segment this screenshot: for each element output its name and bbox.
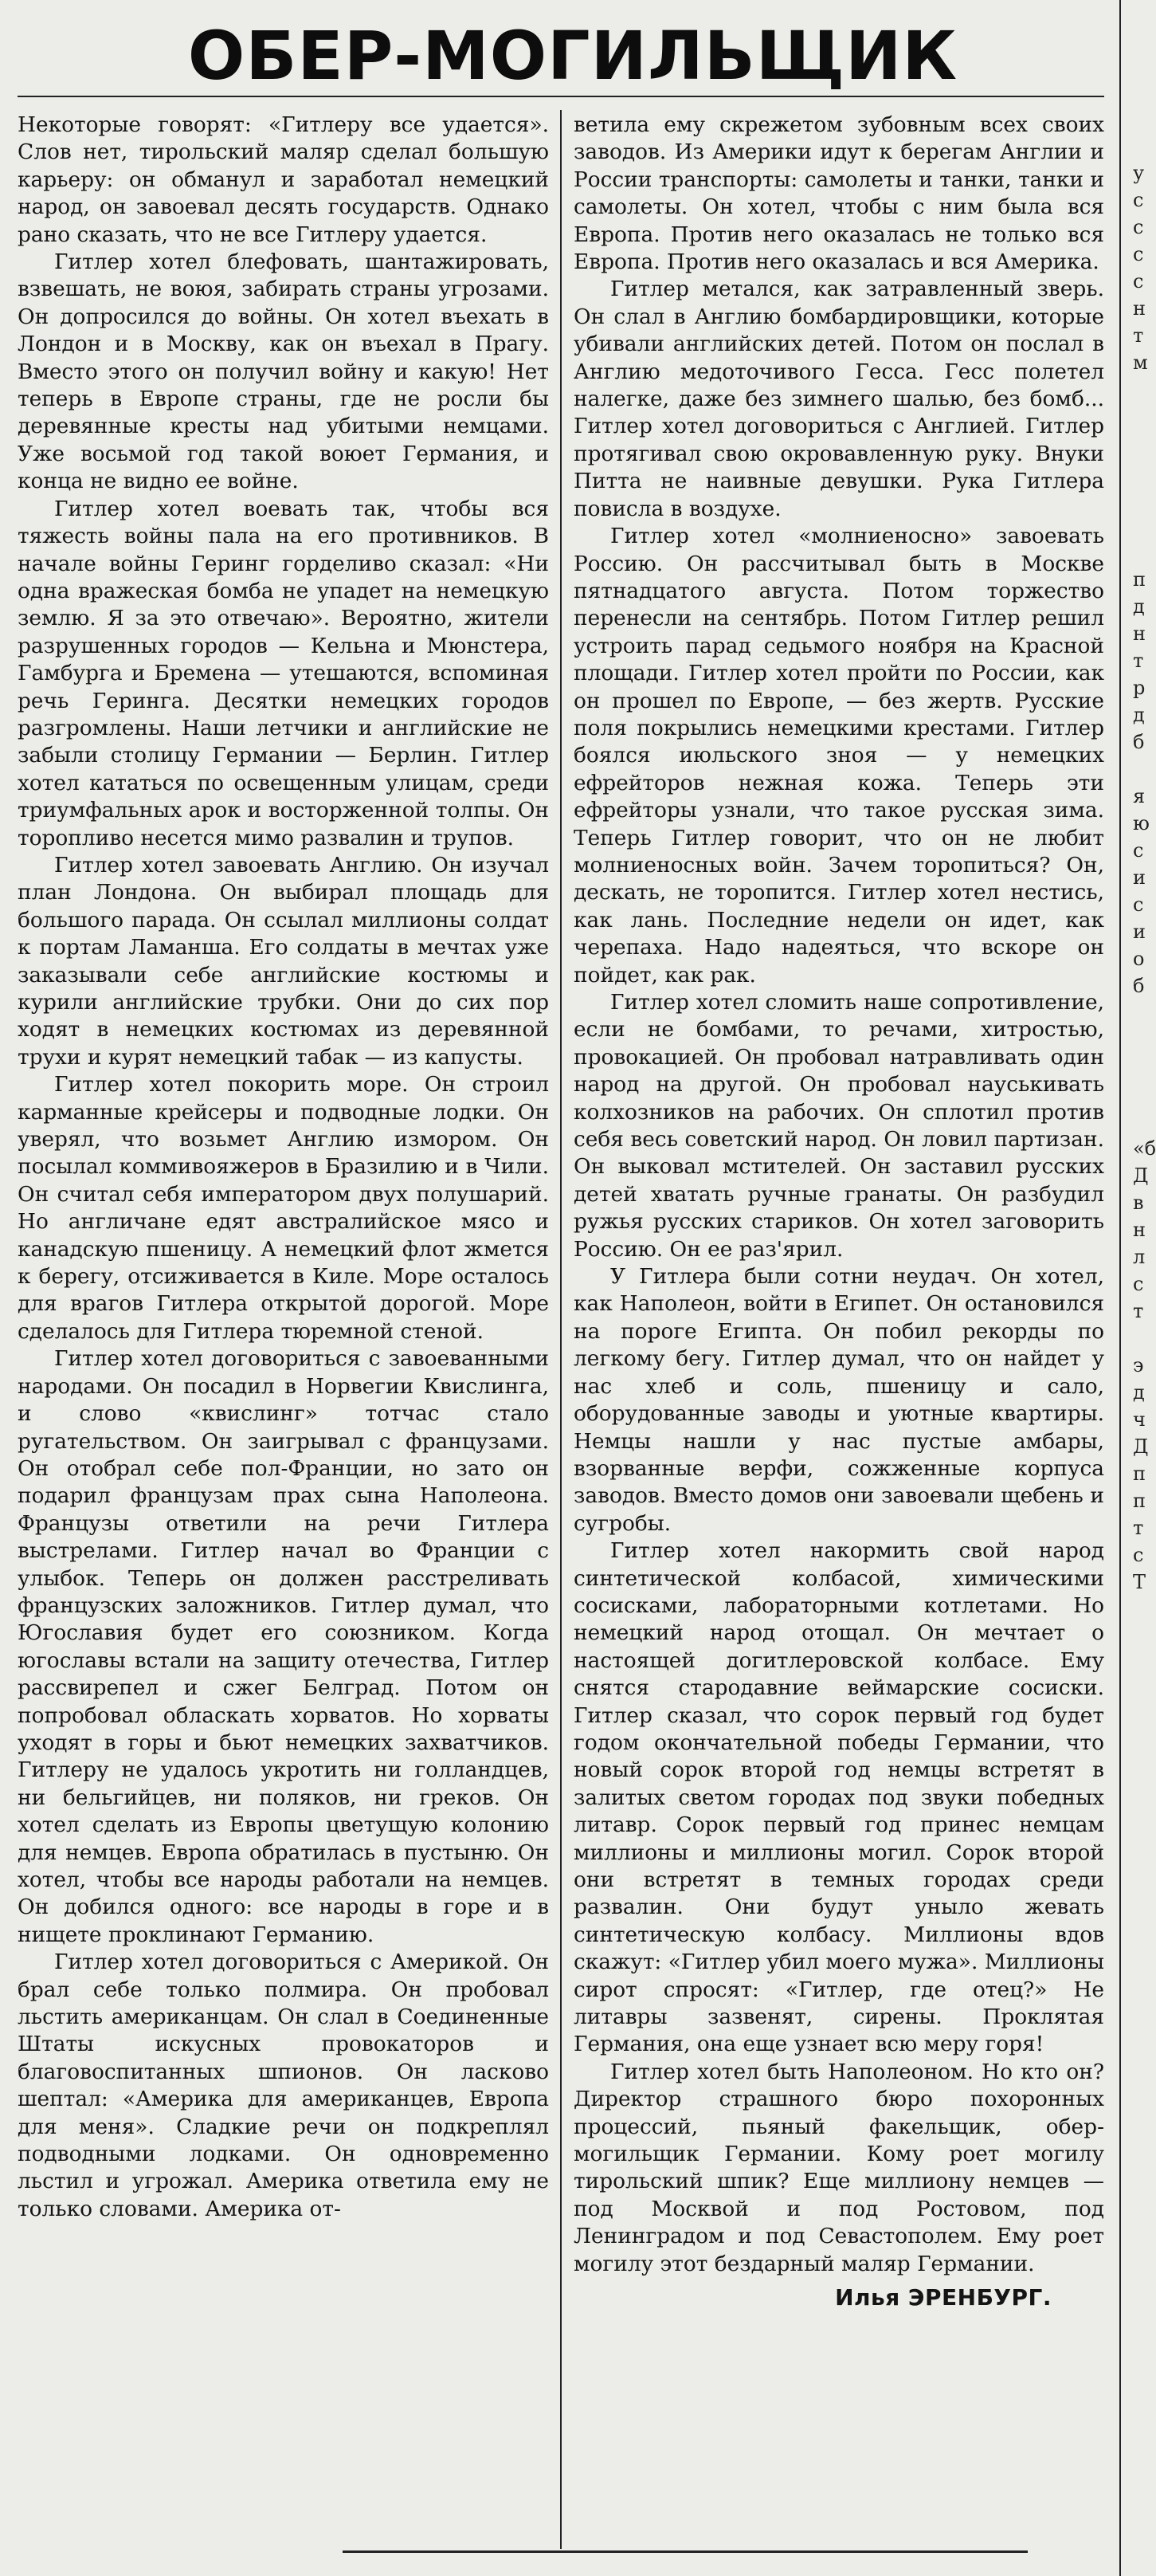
edge-letter: н: [1133, 297, 1146, 320]
edge-letter: [1133, 485, 1146, 512]
edge-letter: д: [1133, 704, 1145, 726]
adjacent-column-fragment: [1133, 159, 1156, 1596]
edge-letter: «б: [1133, 1137, 1156, 1160]
edge-letter: [1133, 457, 1146, 485]
paragraph: Гитлер хотел сломить наше сопротивление, если не бомбами, то речами, хитростью, провокацией. Он пробовал натравливать один народ на другой. Он пробовал науськивать колхозников на рабочих. Он сплотил против себя весь советский народ. Он ловил партизан. Он выковал мстителей. Он заставил русских детей хватать ручные гранаты. Он разбудил ружья русских стариков. Он хотел заговорить Россию. Он ее раз'ярил.: [574, 990, 1104, 1262]
edge-letter: б: [1133, 975, 1145, 997]
paragraph: Гитлер хотел договориться с Америкой. Он брал себе только полмира. Он пробовал льстить американцам. Он слал в Соединенные Штаты искусных провокаторов и благовоспитанных шпионов. Он ласково шептал: «Америка для американцев, Европа для меня». Сладкие речи он подкреплял подводными лодками. Он одновременно льстил и угрожал. Америка ответила ему не только словами. Америка от-: [18, 1950, 549, 2221]
paragraph: Гитлер хотел покорить море. Он строил карманные крейсеры и подводные лодки. Он уверял, что возьмет Англию измором. Он посылал коммивояжеров в Бразилию и в Чили. Он считал себя императором двух полушарий. Но англичане едят австралийское мясо и канадскую пшеницу. А немецкий флот жмется к берегу, отсиживается в Киле. Море осталось для врагов Гитлера открытой дорогой. Море сделалось для Гитлера тюремной стеной.: [18, 1072, 549, 1344]
edge-letter: п: [1133, 1463, 1146, 1485]
edge-letter: с: [1133, 1273, 1144, 1295]
paragraph: Некоторые говорят: «Гитлеру все удается». Слов нет, тирольский маляр сделал большую карьеру: он обманул и заработал немецкий народ, он завоевал десять государств. Однако рано сказать, что не все Гитлеру удается.: [18, 112, 549, 247]
edge-letter: д: [1133, 1381, 1145, 1404]
column-divider: [560, 110, 562, 2549]
edge-letter: [1133, 756, 1146, 783]
right-page-border: [1119, 0, 1121, 2576]
paragraph: Гитлер хотел «молниеносно» завоевать Россию. Он рассчитывал быть в Москве пятнадцатого августа. Потом торжество перенесли на сентябрь. Потом Гитлер решил устроить парад седьмого ноября на Красной площади. Гитлер хотел пройти по России, как он прошел по Европе, — без жертв. Русские поля покрылись немецкими крестами. Гитлер боялся июльского зноя — у немецких ефрейторов нежная кожа. Теперь эти ефрейторы узнали, что такое русская зима. Теперь Гитлер говорит, что он не любит молниеносных войн. Зачем торопиться? Он, дескать, не торопится. Гитлер хотел нестись, как лань. Последние недели он идет, как черепаха. Надо надеяться, что вскоре он пойдет, как рак.: [574, 524, 1104, 988]
paragraph: Гитлер метался, как затравленный зверь. Он слал в Англию бомбардировщики, которые убивали английских детей. Потом он послал в Англию медоточивого Гесса. Гесс полетел налегке, даже без зимнего шалью, без бомб... Гитлер хотел договориться с Англией. Гитлер протягивал свою окровавленную руку. Внуки Питта не наивные девушки. Рука Гитлера повисла в воздухе.: [574, 277, 1104, 521]
edge-letter: т: [1133, 324, 1144, 347]
edge-letter: р: [1133, 677, 1146, 699]
edge-letter: я: [1133, 785, 1146, 807]
paragraph: ветила ему скрежетом зубовным всех своих заводов. Из Америки идут к берегам Англии и России транспорты: самолеты и танки, танки и самолеты. Он хотел, чтобы с ним была вся Европа. Против него оказалась не только вся Европа. Против него оказалась и вся Америка.: [574, 112, 1104, 275]
author-signature: Илья ЭРЕНБУРГ.: [835, 2284, 1052, 2311]
edge-letter: с: [1133, 839, 1144, 862]
edge-letter: п: [1133, 1490, 1146, 1512]
edge-letter: с: [1133, 216, 1144, 238]
edge-letter: ч: [1133, 1408, 1146, 1431]
edge-letter: э: [1133, 1354, 1144, 1376]
edge-letter: с: [1133, 189, 1144, 211]
edge-letter: с: [1133, 243, 1144, 265]
edge-letter: Т: [1133, 1571, 1146, 1593]
paragraph: Гитлер хотел быть Наполеоном. Но кто он? Директор страшного бюро похоронных процессий, пьяный факельщик, обер-могильщик Германии. Кому роет могилу тирольский шпик? Еще миллиону немцев — под Москвой и под Ростовом, под Ленинградом и под Севастополем. Ему роет могилу этот бездарный маляр Германии.: [574, 2059, 1104, 2276]
edge-letter: д: [1133, 595, 1145, 618]
edge-letter: [1133, 999, 1146, 1027]
edge-letter: Д: [1133, 1164, 1149, 1187]
paragraph: У Гитлера были сотни неудач. Он хотел, как Наполеон, войти в Египет. Он остановился на пороге Египта. Он побил рекорды по легкому бегу. Гитлер думал, что он найдет у нас хлеб и соль, пшеницу и сало, оборудованные заводы и уютные квартиры. Немцы нашли у нас пустые амбары, взорванные верфи, сожженные корпуса заводов. Вместо домов они завоевали щебень и сугробы.: [574, 1264, 1104, 1536]
left-column: [18, 112, 549, 2223]
edge-letter: б: [1133, 731, 1145, 753]
paragraph: Гитлер хотел блефовать, шантажировать, взвешать, не воюя, забирать страны угрозами. Он допросился до войны. Он хотел въехать в Лондон и в Москву, как он въехал в Прагу. Вместо этого он получил войну и какую! Нет теперь в Европе страны, где не росли бы деревянные кресты над убитыми немцами. Уже восьмой год такой воюет Германия, и конца не видно ее войне.: [18, 249, 549, 494]
edge-letter: н: [1133, 622, 1146, 645]
edge-letter: [1133, 403, 1146, 430]
edge-letter: [1133, 539, 1146, 566]
paragraph: Гитлер хотел воевать так, чтобы вся тяжесть войны пала на его противников. В начале войны Геринг горделиво сказал: «Ни одна вражеская бомба не упадет на немецкую землю. Я за это отвечаю». Вероятно, жители разрушенных городов — Кельна и Мюнстера, Гамбурга и Бремена — утешаются, вспоминая речь Геринга. Десятки немецких городов разгромлены. Наши летчики и английские не забыли столицу Германии — Берлин. Гитлер хотел кататься по освещенным улицам, среди триумфальных арок и восторженной толпы. Он торопливо несется мимо развалин и трупов.: [18, 496, 549, 850]
edge-letter: с: [1133, 893, 1144, 916]
edge-letter: в: [1133, 1192, 1144, 1214]
article-title: ОБЕР-МОГИЛЬЩИК: [187, 17, 958, 95]
edge-letter: о: [1133, 948, 1145, 970]
edge-letter: м: [1133, 351, 1148, 374]
bottom-rule: [343, 2550, 1028, 2553]
paragraph: Гитлер хотел договориться с завоеванными народами. Он посадил в Норвегии Квислинга, и слово «квислинг» тотчас стало ругательством. Он заигрывал с французами. Он отобрал себе пол-Франции, но зато он подарил французам прах сына Наполеона. Французы ответили на речи Гитлера выстрелами. Гитлер начал во Франции с улыбок. Теперь он должен расстреливать французских заложников. Гитлер думал, что Югославия будет его союзником. Когда югославы встали на защиту отечества, Гитлер рассвирепел и сжег Белград. Потом он попробовал обласкать хорватов. Но хорваты уходят в горы и бьют немецких захватчиков. Гитлеру не удалось укротить ни голландцев, ни бельгийцев, ни поляков, ни греков. Он хотел сделать из Европы цветущую колонию для немцев. Европа обратилась в пустыню. Он хотел, чтобы все народы работали на немцев. Он добился одного: все народы в горе и в нищете проклинают Германию.: [18, 1346, 549, 1947]
edge-letter: [1133, 376, 1146, 403]
edge-letter: ю: [1133, 812, 1150, 834]
edge-letter: Д: [1133, 1435, 1149, 1458]
edge-letter: [1133, 1054, 1146, 1081]
edge-letter: с: [1133, 270, 1144, 293]
edge-letter: т: [1133, 1517, 1144, 1539]
title-underline: [18, 96, 1104, 97]
edge-letter: [1133, 1027, 1146, 1054]
paragraph: Гитлер хотел завоевать Англию. Он изучал план Лондона. Он выбирал площадь для большого парада. Он ссылал миллионы солдат к портам Ламанша. Его солдаты в мечтах уже заказывали себе английские костюмы и курили английские трубки. Они до сих пор ходят в немецких костюмах из деревянной трухи и курят немецкий табак — из капусты.: [18, 852, 549, 1070]
paragraph: Гитлер хотел накормить свой народ синтетической колбасой, химическими сосисками, лабораторными котлетами. Но немецкий народ отощал. Он мечтает о настоящей догитлеровской колбасе. Ему снятся стародавние веймарские сосиски. Гитлер сказал, что сорок первый год будет годом окончательной победы Германии, что новый сорок второй год немцы встретят в залитых светом городах под звуки победных литавр. Сорок первый год принес немцам миллионы и миллионы могил. Сорок второй они встретят в темных городах среди развалин. Они будут уныло жевать синтетическую колбасу. Миллионы вдов скажут: «Гитлер убил моего мужа». Миллионы сирот спросят: «Гитлер, где отец?» Не литавры зазвенят, сирены. Проклятая Германия, она еще узнает всю меру горя!: [574, 1538, 1104, 2057]
edge-letter: т: [1133, 650, 1144, 672]
edge-letter: л: [1133, 1246, 1146, 1268]
edge-letter: [1133, 1325, 1146, 1352]
edge-letter: [1133, 430, 1146, 457]
edge-letter: т: [1133, 1300, 1144, 1322]
edge-letter: с: [1133, 1544, 1144, 1566]
edge-letter: [1133, 512, 1146, 539]
edge-letter: [1133, 1108, 1146, 1135]
edge-letter: п: [1133, 568, 1146, 591]
right-column: [574, 112, 1104, 2312]
edge-letter: и: [1133, 866, 1146, 889]
edge-letter: н: [1133, 1219, 1146, 1241]
edge-letter: и: [1133, 921, 1146, 943]
edge-letter: [1133, 1081, 1146, 1108]
edge-letter: у: [1133, 162, 1145, 184]
